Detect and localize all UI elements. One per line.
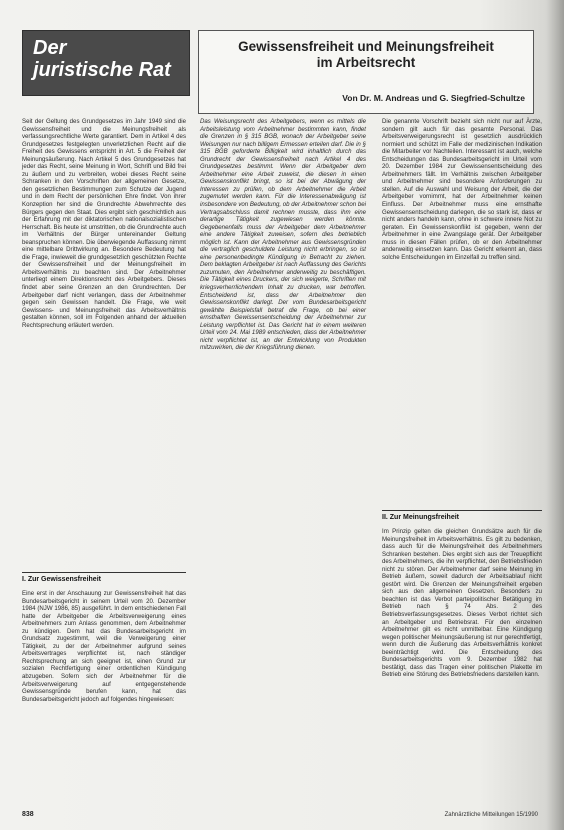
column-2-paragraph: Das Weisungsrecht des Arbeitgebers, wenn es mittels die Arbeitsleistung vom Arbeitnehmer bestimmten kann, findet die Grenzen in § 315 BGB, wonach der Arbeitgeber seine Weisungen nur nach billigem Ermessen erteilen darf. Die in § 315 BGB geforderte Billigkeit wird inhaltlich durch das Grundrecht der Gewissensfreiheit nach Artikel 4 des Grundgesetzes bestimmt. Wenn der Arbeitgeber dem Arbeitnehmer eine Arbeit zuweist, die diesen in einen Gewissenskonflikt bringt, so ist bei der Abwägung der Interessen zu prüfen, ob dem Arbeitnehmer die Arbeit zugemutet werden kann. Für die Interessenabwägung ist insbesondere von Bedeutung, ob der Arbeitnehmer schon bei Vertragsabschluss damit rechnen musste, dass ihm eine derartige Tätigkeit zugewiesen werden könnte. Gegebenenfalls muss der Arbeitgeber dem Arbeitnehmer eine andere Tätigkeit zuweisen, sofern dies betrieblich möglich ist. Kann der Arbeitnehmer aus Gewissensgründen die vertraglich geschuldete Leistung nicht erbringen, so ist eine personenbedingte Kündigung in Betracht zu ziehen. Dem beklagten Arbeitgeber ist nach Auffassung des Gerichts zuzumuten, den Arbeitnehmer anderweitig zu beschäftigen. Die Tätigkeit eines Druckers, der sich weigerte, Schriften mit kriegsverherrlichendem Inhalt zu drucken, war betroffen. Entscheidend ist, dass der Arbeitnehmer den Gewissenskonflikt darlegt. Der vom Bundesarbeitsgericht gewählte Beispielsfall betraf die Frage, ob bei einer ernsthaften Gewissensentscheidung der Arbeitnehmer zur Leistung verpflichtet ist. Das Gericht hat in einem weiteren Urteil vom 24. Mai 1989 entschieden, dass der Arbeitnehmer nicht verpflichtet ist, an der Entwicklung von Produkten mitzuwirken, die der Kriegsführung dienen. xyxy=(200,118,366,352)
article-title-line-2: im Arbeitsrecht xyxy=(316,55,416,70)
article-title xyxy=(199,39,533,71)
column-1-lower xyxy=(22,590,186,703)
column-3 xyxy=(382,118,542,261)
rubric-box xyxy=(22,30,190,96)
section-heading-gewissensfreiheit: I. Zur Gewissensfreiheit xyxy=(22,572,186,583)
rubric-line-2: juristische Rat xyxy=(33,59,171,81)
column-3-paragraph: Die genannte Vorschrift bezieht sich nicht nur auf Ärzte, sondern gilt auch für das gesamte Personal. Das Arbeitsverweigerungsrecht ist gesetzlich ausdrücklich normiert und schützt im Falle der medizinischen Indikation die Mitarbeiter vor Nachteilen. Interessant ist auch, welche Entscheidungen das Bundesarbeitsgericht im Urteil vom 20. Dezember 1984 zur Gewissensentscheidung des Arbeitnehmers fällt. Im Verhältnis zwischen Arbeitgeber und Arbeitnehmer sind besondere Anforderungen zu stellen. Auf die Auswahl und Weisung der Arbeit, die der Arbeitgeber vornimmt, hat der Arbeitnehmer keinen Einfluss. Der Arbeitnehmer muss eine ernsthafte Gewissensentscheidung darlegen, die so stark ist, dass er nicht anders handeln kann, ohne in schwere innere Not zu geraten. Ein Gewissenskonflikt ist gegeben, wenn der Arbeitnehmer in eine Zwangslage gerät. Der Arbeitgeber muss in diesen Fällen prüfen, ob er den Arbeitnehmer anderweitig einsetzen kann. Das Gericht erkennt an, dass solche Entscheidungen im Einzelfall zu treffen sind. xyxy=(382,118,542,261)
article-byline: Von Dr. M. Andreas und G. Siegfried-Schultze xyxy=(342,93,525,103)
footer-reference: Zahnärztliche Mitteilungen 15/1990 xyxy=(444,812,538,818)
page-fold-shadow xyxy=(546,0,564,830)
column-3-lower-paragraph: Im Prinzip gelten die gleichen Grundsätze auch für die Meinungsfreiheit im Arbeitsverhältnis. Es gilt zu bedenken, dass auch für die Meinungsfreiheit des Arbeitnehmers Schranken bestehen. Dies ergibt sich aus der Treuepflicht des Arbeitnehmers, die ihn verpflichtet, den Betriebsfrieden nicht zu stören. Der Arbeitnehmer darf seine Meinung im Betrieb äußern, soweit dadurch der Arbeitsablauf nicht gestört wird. Die Grenzen der Meinungsfreiheit ergeben sich aus den allgemeinen Gesetzen. Besonders zu beachten ist das Verbot parteipolitischer Betätigung im Betrieb nach § 74 Abs. 2 des Betriebsverfassungsgesetzes. Dieses Verbot richtet sich an Arbeitgeber und Betriebsrat. Für den einzelnen Arbeitnehmer gilt es nicht unmittelbar. Eine Kündigung wegen politischer Meinungsäußerung ist nur gerechtfertigt, wenn durch die Äußerung das Arbeitsverhältnis konkret beeinträchtigt wird. Die Entscheidung des Bundesarbeitsgerichts vom 9. Dezember 1982 hat bestätigt, dass das Tragen einer politischen Plakette im Betrieb eine Störung des Betriebsfriedens darstellen kann. xyxy=(382,528,542,679)
page-number: 838 xyxy=(22,811,34,818)
article-title-line-1: Gewissensfreiheit und Meinungsfreiheit xyxy=(238,39,494,54)
column-2 xyxy=(200,118,366,352)
article-title-box xyxy=(198,30,534,114)
column-1-lower-paragraph: Eine erst in der Anschauung zur Gewissensfreiheit hat das Bundesarbeitsgericht in seinem Urteil vom 20. Dezember 1984 (NJW 1986, 85) ausgeführt. In dem entschiedenen Fall hatte der Arbeitgeber die Arbeitsverweigerung eines Arbeitnehmers zum Anlass genommen, dem Arbeitnehmer zu kündigen. Dem hat das Bundesarbeitsgericht im Grundsatz zugestimmt, weil die Verweigerung einer Tätigkeit, zu der der Arbeitnehmer aufgrund seines Arbeitsvertrages verpflichtet ist, nach ständiger Rechtsprechung an sich geeignet ist, einen Grund zur sozialen Rechtfertigung einer ordentlichen Kündigung abzugeben. Sofern sich der Arbeitnehmer für die Arbeitsverweigerung auf entgegenstehende Gewissensgründe berufen kann, hat das Bundesarbeitsgericht jedoch auf folgendes hingewiesen: xyxy=(22,590,186,703)
column-1-paragraph: Seit der Geltung des Grundgesetzes im Jahr 1949 sind die Gewissensfreiheit und die Meinungsfreiheit als verfassungsrechtliche Werte garantiert. Dem in Artikel 4 des Grundgesetzes festgelegten unverletzlichen Recht auf die Freiheit des Gewissens entspricht in Art. 5 die Freiheit der Meinungsäußerung. Nach Artikel 5 des Grundgesetzes hat jeder das Recht, seine Meinung in Wort, Schrift und Bild frei zu äußern und zu verbreiten, wobei dieses Recht seine Schranken in den Vorschriften der allgemeinen Gesetze, den gesetzlichen Bestimmungen zum Schutze der Jugend und in dem Recht der persönlichen Ehre findet. Von ihrer Konzeption her sind die Grundrechte Abwehrrechte des Bürgers gegen den Staat. Dies ergibt sich geschichtlich aus der Erfahrung mit der diktatorischen nationalsozialistischen Herrschaft. Bis heute ist umstritten, ob die Grundrechte auch im Verhältnis der Bürger untereinander Geltung beanspruchen können. Die überwiegende Auffassung nimmt eine mittelbare Drittwirkung an. Besondere Bedeutung hat die Frage, inwieweit die grundgesetzlich geschützten Rechte der Gewissensfreiheit und der Meinungsfreiheit im Arbeitsverhältnis zu beachten sind. Der Arbeitnehmer unterliegt einem Direktionsrecht des Arbeitgebers. Dieses findet aber seine Grenzen an den Grundrechten. Der Arbeitgeber darf nicht verlangen, dass der Arbeitnehmer gegen sein Gewissen handelt. Die Frage, wie weit Gewissens- und Meinungsfreiheit das Arbeitsverhältnis gestalten können, soll im Folgenden anhand der aktuellen Rechtsprechung erläutert werden. xyxy=(22,118,186,329)
column-3-lower xyxy=(382,528,542,679)
column-1-intro xyxy=(22,118,186,329)
section-heading-meinungsfreiheit: II. Zur Meinungsfreiheit xyxy=(382,510,542,521)
rubric-line-1: Der xyxy=(33,37,67,59)
rubric-title xyxy=(33,37,171,81)
